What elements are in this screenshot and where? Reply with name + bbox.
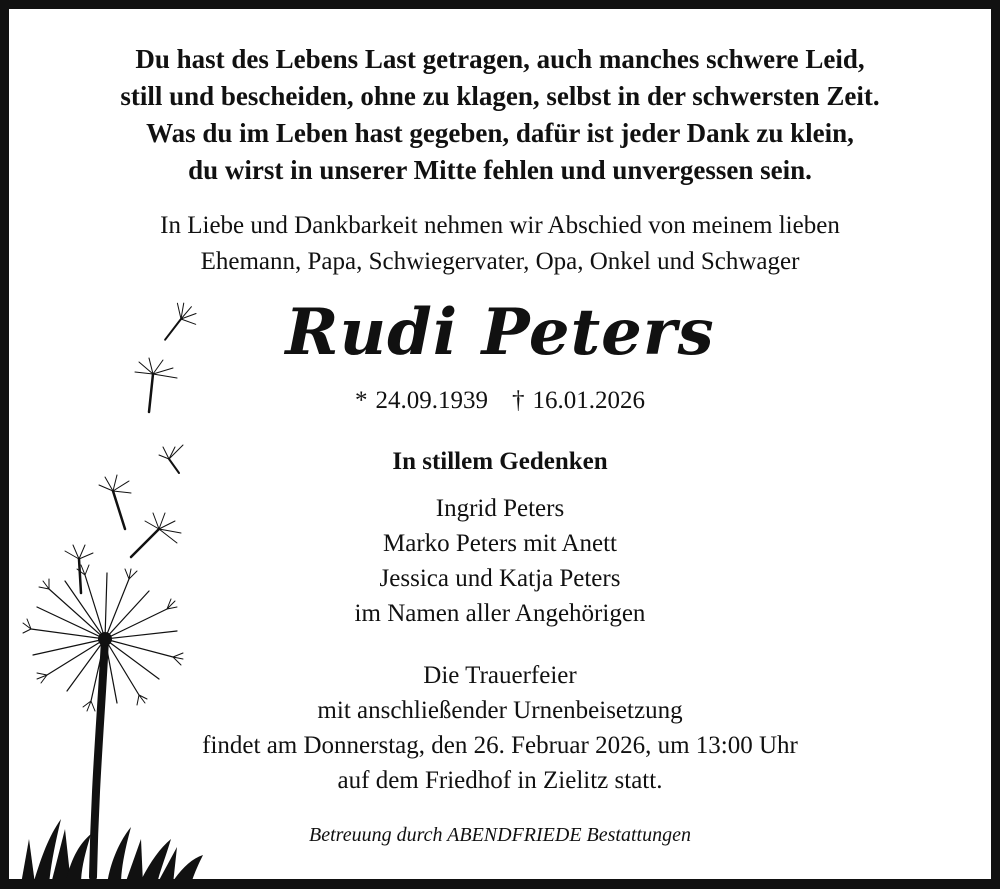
intro-line: Ehemann, Papa, Schwiegervater, Opa, Onkel und Schwager bbox=[200, 248, 800, 275]
birth-symbol: * bbox=[355, 387, 368, 414]
remembrance-heading: In stillem Gedenken bbox=[392, 448, 608, 475]
death-date: 16.01.2026 bbox=[532, 387, 645, 414]
mourner-entry: Jessica und Katja Peters bbox=[379, 565, 621, 592]
poem-line: Du hast des Lebens Last getragen, auch manches schwere Leid, bbox=[135, 44, 865, 74]
ceremony-line: Die Trauerfeier bbox=[423, 662, 577, 689]
funeral-home-credit: Betreuung durch ABENDFRIEDE Bestattungen bbox=[309, 824, 691, 846]
ceremony-line: findet am Donnerstag, den 26. Februar 2026, um 13:00 Uhr bbox=[202, 732, 798, 759]
mourner-entry: Marko Peters mit Anett bbox=[383, 530, 617, 557]
mourner-entry: im Namen aller Angehörigen bbox=[354, 600, 646, 627]
intro-text bbox=[9, 208, 991, 280]
deceased-name: Rudi Peters bbox=[285, 295, 715, 370]
poem-line: du wirst in unserer Mitte fehlen und unvergessen sein. bbox=[188, 155, 812, 185]
birth-date: 24.09.1939 bbox=[375, 387, 488, 414]
poem-line: still und bescheiden, ohne zu klagen, selbst in der schwersten Zeit. bbox=[120, 81, 880, 111]
dandelion-icon bbox=[21, 299, 211, 884]
intro-line: In Liebe und Dankbarkeit nehmen wir Abschied von meinem lieben bbox=[160, 212, 840, 239]
poem-line: Was du im Leben hast gegeben, dafür ist jeder Dank zu klein, bbox=[146, 118, 854, 148]
ceremony-line: mit anschließender Urnenbeisetzung bbox=[317, 697, 683, 724]
mourner-entry: Ingrid Peters bbox=[435, 495, 565, 522]
death-symbol: † bbox=[512, 387, 525, 414]
poem bbox=[9, 41, 991, 189]
ceremony-line: auf dem Friedhof in Zielitz statt. bbox=[337, 767, 663, 794]
